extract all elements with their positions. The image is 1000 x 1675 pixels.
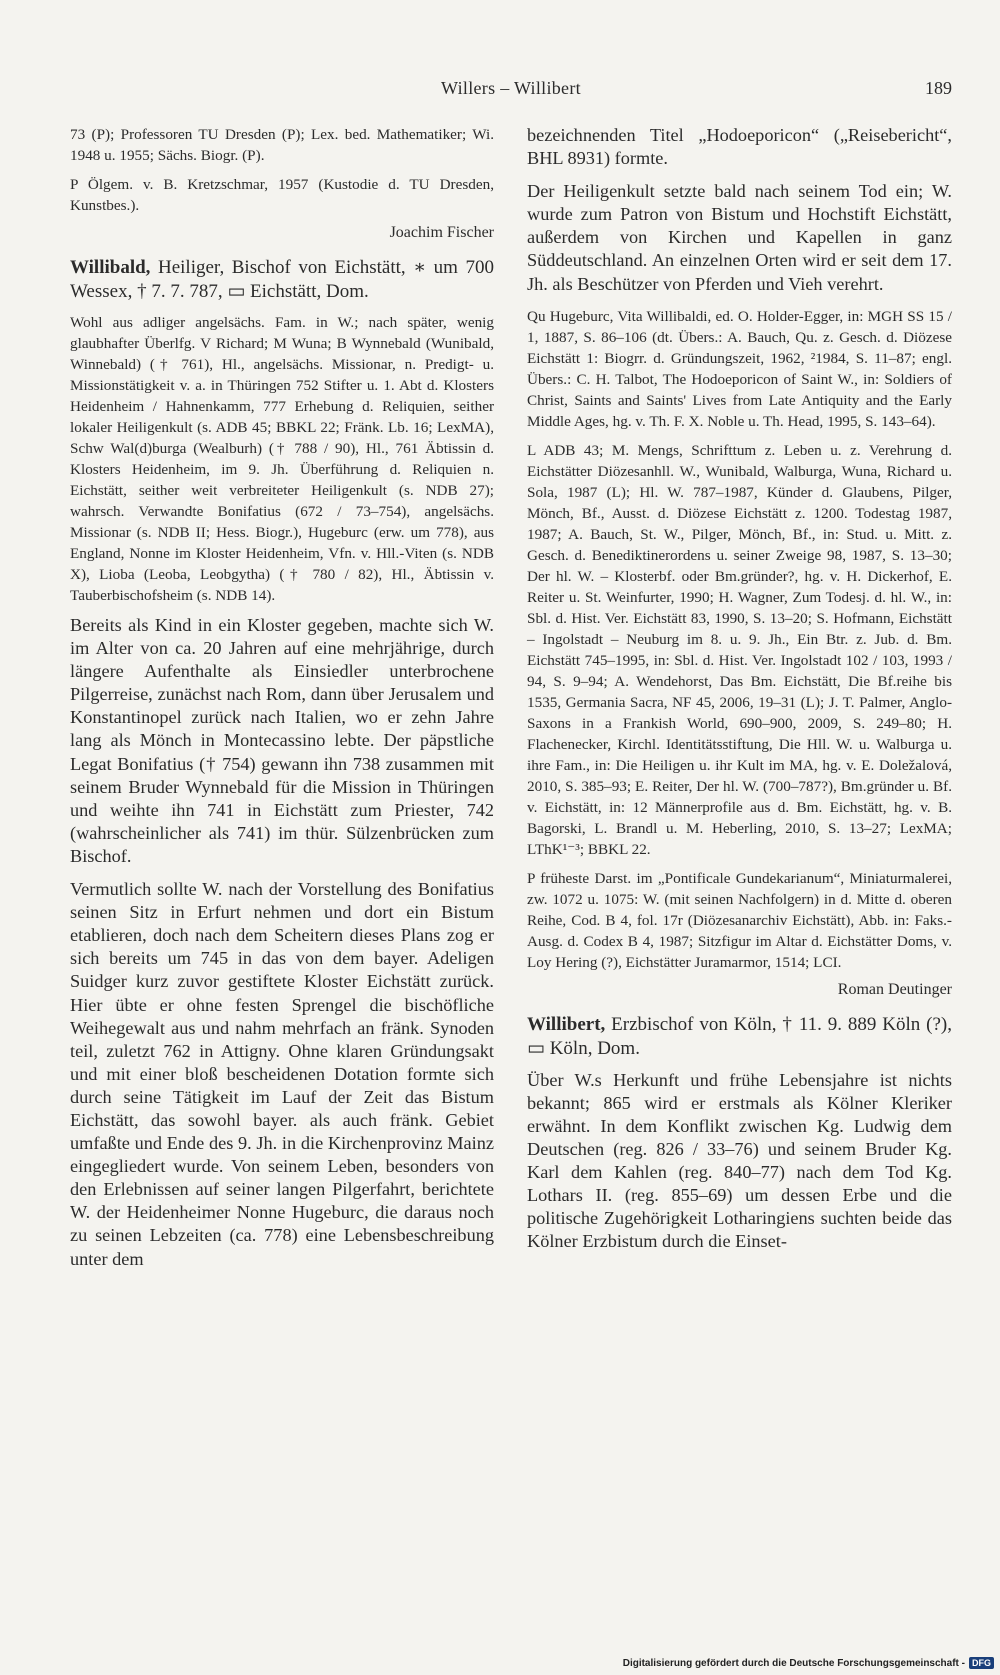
right-column [527, 124, 952, 1263]
entry-name: Willibert, [527, 1013, 606, 1035]
portrait-note: P Ölgem. v. B. Kretzschmar, 1957 (Kustodie d. TU Dresden, Kunstbes.). [70, 176, 494, 214]
body-paragraph: bezeichnenden Titel „Hodoeporicon“ („Reisebericht“, BHL 8931) formte. [527, 125, 952, 169]
dfg-logo-icon: DFG [969, 1657, 994, 1669]
body-paragraph: Vermutlich sollte W. nach der Vorstellung des Bonifatius seinen Sitz in Erfurt nehmen und dort ein Bistum etablieren, doch nach dem Scheitern dieses Plans zog er sich bereits um 745 in das von dem bayer. Adeligen Suidger kurz zuvor gestiftete Kloster Eichstätt zurück. Hier übte er ohne festen Sprengel die bischöfliche Weihegewalt aus und nahm mehrfach an fränk. Synoden teil, zuletzt 762 in Attigny. Ohne klaren Gründungsakt und mit einer bloß bescheidenen Dotation formte sich durch seine Tätigkeit im Lauf der Zeit das Bistum Eichstätt, das sowohl bayer. als auch fränk. Gebiet umfaßte und Ende des 9. Jh. in die Kirchenprovinz Mainz eingegliedert wurde. Von seinem Leben, besonders von den Erlebnissen auf seiner langen Pilgerfahrt, berichtete W. der Heidenheimer Nonne Hugeburc, die daraus noch zu seinen Lebzeiten (ca. 778) eine Lebensbeschreibung unter dem [70, 879, 494, 1269]
footer-text: Digitalisierung gefördert durch die Deutsche Forschungsgemeinschaft - [622, 1657, 965, 1669]
left-column [70, 124, 494, 1281]
entry-vitals: Heiliger, Bischof von Eichstätt, ∗ um 700 Wessex, † 7. 7. 787, ▭ Eichstätt, Dom. [70, 257, 494, 302]
running-title: Willers – Willibert [441, 78, 581, 98]
entry-heading-willibert [527, 1013, 952, 1061]
running-header [70, 78, 952, 104]
body-paragraph: Über W.s Herkunft und frühe Lebensjahre ist nichts bekannt; 865 wird er erstmals als Kölner Kleriker erwähnt. In dem Konflikt zwischen Kg. Ludwig dem Deutschen (reg. 826 / 33–76) und seinem Bruder Kg. Karl dem Kahlen (reg. 840–77) nach dem Tod Kg. Lothars II. (reg. 855–69) um dessen Erbe und die politische Zugehörigkeit Lotharingiens suchten beide das Kölner Erzbistum durch die Einset- [527, 1069, 952, 1252]
body-paragraph: Bereits als Kind in ein Kloster gegeben, machte sich W. im Alter von ca. 20 Jahren auf eine mehrjährige, durch längere Aufenthalte als Einsiedler unterbrochene Pilgerreise, zunächst nach Rom, dann über Jerusalem und Konstantinopel zurück nach Italien, wo er zehn Jahre lang als Mönch in Montecassino lebte. Der päpstliche Legat Bonifatius († 754) gewann ihn 738 zusammen mit seinem Bruder Wynnebald für die Mission in Thüringen und weihte ihn 741 in Eichstätt zum Priester, 742 (wahrscheinlicher als 741) im thür. Sülzenbrücken zum Bischof. [70, 615, 494, 866]
genealogy-paragraph: Wohl aus adliger angelsächs. Fam. in W.; nach später, wenig glaubhafter Überlfg. V Richard; M Wuna; B Wynnebald (Wunibald, Winnebald) († 761), Hl., angelsächs. Missionar, n. Predigt- u. Missionstätigkeit v. a. in Thüringen 752 Stifter u. 1. Abt d. Klosters Heidenheim / Hahnenkamm, 777 Erhebung d. Reliquien, seither lokaler Heiligenkult (s. ADB 45; BBKL 22; Fränk. Lb. 16; LexMA), Schw Wal(d)burga (Wealburh) († 788 / 90), Hl., 761 Äbtissin d. Klosters Heidenheim, im 9. Jh. Überführung d. Reliquien n. Eichstätt, seither weit verbreiteter Heiligenkult (s. NDB 27); wahrsch. Verwandte Bonifatius (672 / 73–754), angelsächs. Missionar (s. NDB II; Hess. Biogr.), Hugeburc (erw. um 778), aus England, Nonne im Kloster Heidenheim, Vfn. v. Hll.-Viten (s. NDB X), Lioba (Leoba, Leobgytha) († 780 / 82), Hl., Äbtissin v. Tauberbischofsheim (s. NDB 14). [70, 314, 494, 604]
author-signature: Joachim Fischer [389, 224, 494, 241]
portraits-paragraph: P früheste Darst. im „Pontificale Gundekarianum“, Miniaturmalerei, zw. 1072 u. 1075: W. (mit seinen Nachfolgern) in d. Mitte d. oberen Reihe, Cod. B 4, fol. 17r (Diözesanarchiv Eichstätt), Abb. in: Faks.-Ausg. d. Codex B 4, 1987; Sitzfigur im Altar d. Eichstätter Doms, v. Loy Hering (?), Eichstätter Juramarmor, 1514; LCI. [527, 869, 952, 971]
page-number: 189 [925, 78, 952, 98]
entry-name: Willibald, [70, 257, 151, 278]
author-signature: Roman Deutinger [837, 980, 952, 998]
body-paragraph: Der Heiligenkult setzte bald nach seinem Tod ein; W. wurde zum Patron von Bistum und Hochstift Eichstätt, außerdem von Kirchen und Kapellen in ganz Süddeutschland. An einzelnen Orten wird er seit dem 17. Jh. als Beschützer von Pferden und Vieh verehrt. [527, 181, 952, 294]
digitization-footer [623, 1657, 994, 1669]
sources-paragraph: Qu Hugeburc, Vita Willibaldi, ed. O. Holder-Egger, in: MGH SS 15 / 1, 1887, S. 86–106 (dt. Übers.: A. Bauch, Qu. z. Gesch. d. Diözese Eichstätt 1: Biogrr. d. Gründungszeit, 1962, ²1984, S. 11–87; engl. Übers.: C. H. Talbot, The Hodoeporicon of Saint W., in: Soldiers of Christ, Saints and Saints' Lives from Late Antiquity and the Early Middle Ages, hg. v. Th. F. X. Noble u. Th. Head, 1995, S. 143–64). [527, 307, 952, 430]
entry-heading-willibald [70, 256, 494, 304]
literature-paragraph: L ADB 43; M. Mengs, Schrifttum z. Leben u. z. Verehrung d. Eichstätter Diözesanhll. W., Wunibald, Walburga, Wuna, Richard u. Sola, 1987 (L); Hl. W. 787–1987, Künder d. Glaubens, Pilger, Mönch, Bf., Ausst. d. Diözese Eichstätt z. 1200. Todestag 1987, 1987; A. Bauch, St. W., Pilger, Mönch, Bf., in: Stud. u. Mitt. z. Gesch. d. Benediktinerordens u. seiner Zweige 98, 1987, S. 13–30; Der hl. W. – Klosterbf. oder Bm.gründer?, hg. v. H. Dickerhof, E. Reiter u. St. Weinfurter, 1990; H. Wagner, Zum Todesj. d. hl. W., in: Sbl. d. Hist. Ver. Eichstätt 83, 1990, S. 13–20; S. Hofmann, Eichstätt – Ingolstadt – Neuburg im 8. u. 9. Jh., Ein Btr. z. Jub. d. Bm. Eichstätt 745–1995, in: Sbl. d. Hist. Ver. Ingolstadt 102 / 103, 1993 / 94, S. 9–94; A. Wendehorst, Das Bm. Eichstätt, Die Bf.reihe bis 1535, Germania Sacra, NF 45, 2006, 19–31 (L); J. T. Palmer, Anglo-Saxons in a Frankish World, 690–900, 2009, S. 249–80; H. Flachenecker, Kirchl. Identitätsstiftung, Die Hll. W. u. Walburga u. ihre Fam., in: Die Heiligen u. ihr Kult im MA, hg. v. E. Doležalová, 2010, S. 385–93; E. Reiter, Der hl. W. (700–787?), Bm.gründer u. Bf. v. Eichstätt, in: 12 Männerprofile aus d. Bm. Eichstätt, hg. v. B. Bagorski, L. Brandl u. M. Heberling, 2010, S. 13–27; LexMA; LThK¹⁻³; BBKL 22. [527, 441, 952, 858]
bibliography-fragment: 73 (P); Professoren TU Dresden (P); Lex. bed. Mathematiker; Wi. 1948 u. 1955; Sächs. Biogr. (P). [70, 126, 494, 164]
entry-vitals: Erzbischof von Köln, † 11. 9. 889 Köln (?), ▭ Köln, Dom. [527, 1013, 952, 1059]
